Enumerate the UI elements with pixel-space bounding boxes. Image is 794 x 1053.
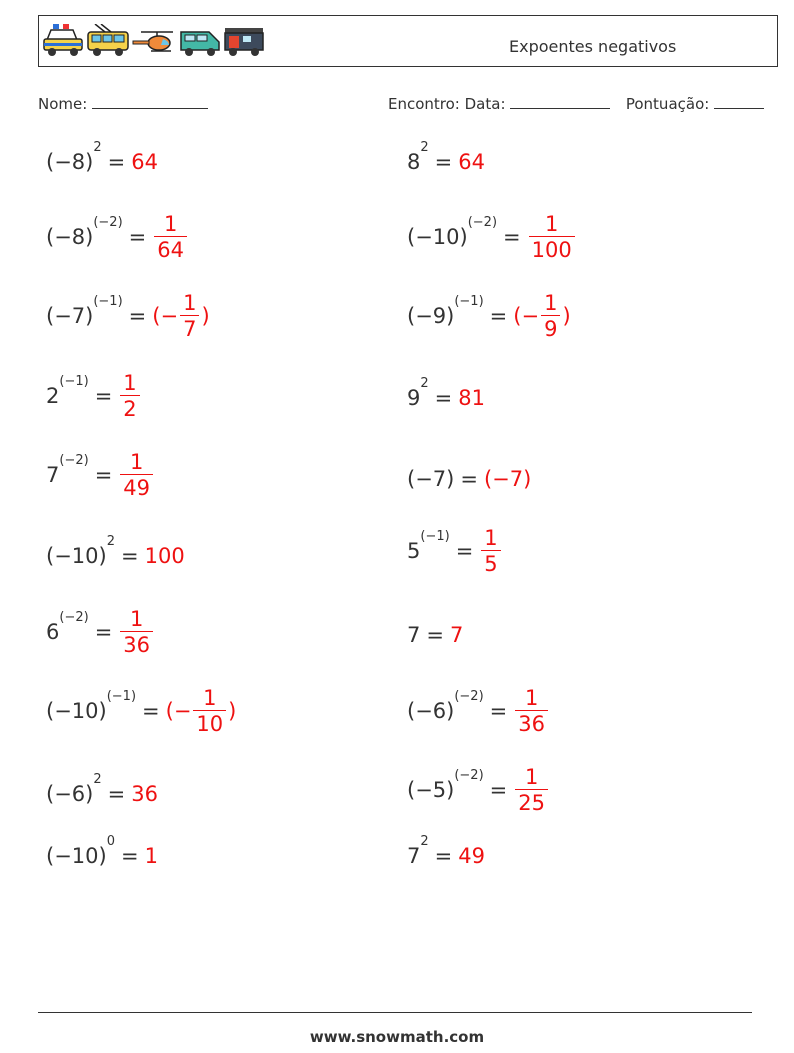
answer-prefix: (− xyxy=(152,304,179,328)
answer-value: 100 xyxy=(144,544,185,568)
date-blank[interactable] xyxy=(510,94,610,109)
answer xyxy=(118,372,141,420)
problem-item xyxy=(407,207,577,267)
answer-value: (−7) xyxy=(483,467,532,491)
problem-expression xyxy=(46,294,123,328)
helicopter-icon xyxy=(133,32,173,51)
problem-base: (−6) xyxy=(407,699,455,723)
trolleybus-icon xyxy=(88,24,128,56)
problem-exponent: 2 xyxy=(93,772,102,787)
problem-exponent: 0 xyxy=(106,834,115,849)
problem-expression xyxy=(46,453,89,487)
fraction-numerator: 1 xyxy=(203,685,217,710)
problem-base: 8 xyxy=(407,150,421,174)
footer-url: www.snowmath.com xyxy=(309,1028,485,1046)
problem-exponent: (−2) xyxy=(467,215,498,230)
fraction-numerator: 1 xyxy=(524,685,539,710)
name-blank[interactable] xyxy=(92,94,208,109)
equals-sign: = xyxy=(120,544,139,568)
answer-fraction xyxy=(154,213,187,261)
equals-sign: = xyxy=(489,699,508,723)
problem-base: 5 xyxy=(407,539,421,563)
equals-sign: = xyxy=(142,699,160,723)
problem-base: (−6) xyxy=(46,782,94,806)
problem-item xyxy=(46,526,185,586)
equals-sign: = xyxy=(434,150,453,174)
problem-base: 2 xyxy=(46,384,60,408)
problem-expression xyxy=(46,140,102,174)
problem-base: 9 xyxy=(407,386,421,410)
footer-divider xyxy=(38,1012,752,1013)
meeting-label: Encontro: Data: xyxy=(388,95,506,113)
fraction-denominator: 7 xyxy=(180,315,199,340)
problem-item xyxy=(46,132,158,192)
problem-exponent: (−2) xyxy=(59,453,89,468)
problem-item xyxy=(407,681,550,741)
answer xyxy=(131,782,158,806)
equals-sign: = xyxy=(107,150,126,174)
answer xyxy=(152,213,189,261)
problem-exponent: 2 xyxy=(93,140,102,155)
fraction-denominator: 64 xyxy=(154,236,187,261)
answer-prefix: (− xyxy=(165,699,192,723)
answer-suffix: ) xyxy=(201,304,210,328)
answer xyxy=(484,467,531,491)
problem-expression xyxy=(46,215,123,249)
answer-value: 7 xyxy=(449,623,464,647)
answer xyxy=(118,608,155,656)
problem-expression xyxy=(407,294,484,328)
answer-value: 81 xyxy=(458,386,485,410)
fraction-numerator: 1 xyxy=(123,370,137,395)
answer-value: 1 xyxy=(144,844,158,868)
problem-expression xyxy=(407,140,429,174)
problem-exponent: (−1) xyxy=(93,294,123,309)
problem-item xyxy=(46,602,155,662)
answer xyxy=(513,292,570,340)
answer xyxy=(458,844,485,868)
score-blank[interactable] xyxy=(714,94,764,109)
answer-suffix: ) xyxy=(562,304,571,328)
fraction-numerator: 1 xyxy=(524,764,539,789)
fraction-denominator: 36 xyxy=(120,631,153,656)
problem-expression xyxy=(407,689,484,723)
answer-value: 64 xyxy=(131,150,158,174)
problem-expression xyxy=(407,215,498,249)
problem-item xyxy=(407,368,485,428)
problem-base: (−7) xyxy=(46,304,94,328)
fraction-numerator: 1 xyxy=(129,449,144,474)
answer-suffix: ) xyxy=(228,699,237,723)
equals-sign: = xyxy=(434,386,453,410)
problem-base: (−10) xyxy=(407,225,468,249)
answer xyxy=(131,150,158,174)
equals-sign: = xyxy=(489,778,508,802)
answer xyxy=(166,687,237,735)
answer xyxy=(513,766,550,814)
problem-exponent: 2 xyxy=(420,834,429,849)
answer xyxy=(152,292,209,340)
answer-fraction xyxy=(193,687,226,735)
problem-base: 7 xyxy=(46,463,60,487)
equals-sign: = xyxy=(107,782,126,806)
problem-expression xyxy=(46,610,89,644)
problem-exponent: (−2) xyxy=(454,768,484,783)
problem-expression xyxy=(407,376,429,410)
problem-base: 6 xyxy=(46,620,60,644)
fraction-denominator: 10 xyxy=(193,710,226,735)
equals-sign: = xyxy=(128,304,147,328)
fraction-denominator: 9 xyxy=(541,315,560,340)
problem-expression xyxy=(46,689,137,723)
name-label: Nome: xyxy=(38,95,88,113)
answer xyxy=(513,687,550,735)
problem-exponent: (−2) xyxy=(59,610,89,625)
answer xyxy=(458,150,485,174)
problem-base: (−10) xyxy=(46,844,107,868)
score-label: Pontuação: xyxy=(625,95,710,113)
problem-item xyxy=(407,286,571,346)
worksheet-title: Expoentes negativos xyxy=(509,37,677,56)
fraction-denominator: 2 xyxy=(120,395,139,420)
answer xyxy=(145,544,185,568)
camper-icon xyxy=(225,28,263,56)
equals-sign: = xyxy=(94,384,113,408)
problem-base: (−8) xyxy=(46,225,94,249)
problem-expression xyxy=(407,623,420,647)
equals-sign: = xyxy=(489,304,508,328)
answer xyxy=(479,527,502,575)
answer-value: 49 xyxy=(458,844,485,868)
answer xyxy=(527,213,577,261)
problem-item xyxy=(46,764,158,824)
answer xyxy=(458,386,485,410)
problem-base: (−7) xyxy=(407,467,455,491)
problem-exponent: 2 xyxy=(420,376,429,391)
problem-expression xyxy=(407,834,429,868)
answer-value: 36 xyxy=(131,782,158,806)
answer-fraction xyxy=(180,292,199,340)
problem-expression xyxy=(46,772,102,806)
problem-item xyxy=(46,826,158,886)
equals-sign: = xyxy=(426,623,444,647)
fraction-denominator: 5 xyxy=(481,550,500,575)
problem-exponent: (−1) xyxy=(59,374,89,389)
problem-base: 7 xyxy=(407,844,421,868)
problem-expression xyxy=(407,768,484,802)
answer-value: 64 xyxy=(458,150,485,174)
problem-item xyxy=(46,681,236,741)
equals-sign: = xyxy=(128,225,147,249)
answer-fraction xyxy=(541,292,560,340)
answer xyxy=(145,844,158,868)
equals-sign: = xyxy=(434,844,453,868)
problem-exponent: 2 xyxy=(106,534,115,549)
fraction-numerator: 1 xyxy=(484,525,498,550)
equals-sign: = xyxy=(94,463,113,487)
problem-exponent: 2 xyxy=(420,140,429,155)
problem-item xyxy=(407,449,531,509)
problem-exponent: (−2) xyxy=(93,215,123,230)
problem-base: (−9) xyxy=(407,304,455,328)
answer-fraction xyxy=(120,372,139,420)
answer xyxy=(118,451,155,499)
problem-base: (−10) xyxy=(46,544,107,568)
problem-item xyxy=(46,207,189,267)
problem-exponent: (−1) xyxy=(106,689,137,704)
problem-base: (−10) xyxy=(46,699,107,723)
problem-base: (−5) xyxy=(407,778,455,802)
problem-expression xyxy=(46,374,89,408)
van-icon xyxy=(181,32,219,56)
problem-expression xyxy=(407,529,450,563)
fraction-denominator: 36 xyxy=(515,710,548,735)
problem-expression xyxy=(407,467,454,491)
answer xyxy=(450,623,463,647)
equals-sign: = xyxy=(455,539,474,563)
fraction-denominator: 25 xyxy=(515,789,548,814)
fraction-numerator: 1 xyxy=(129,606,144,631)
problem-expression xyxy=(46,834,115,868)
answer-fraction xyxy=(120,608,153,656)
meeting-field xyxy=(388,94,764,113)
problem-item xyxy=(46,366,142,426)
vehicle-icons xyxy=(43,24,268,58)
equals-sign: = xyxy=(120,844,139,868)
problem-exponent: (−1) xyxy=(454,294,484,309)
problem-item xyxy=(46,445,155,505)
answer-fraction xyxy=(120,451,153,499)
problem-expression xyxy=(46,534,115,568)
fraction-numerator: 1 xyxy=(544,211,559,236)
problem-exponent: (−1) xyxy=(420,529,450,544)
fraction-denominator: 49 xyxy=(120,474,153,499)
problem-item xyxy=(46,286,210,346)
problem-base: 7 xyxy=(407,623,421,647)
answer-fraction xyxy=(481,527,500,575)
answer-fraction xyxy=(515,687,548,735)
answer-prefix: (− xyxy=(513,304,540,328)
equals-sign: = xyxy=(460,467,478,491)
fraction-denominator: 100 xyxy=(529,236,575,261)
problem-item xyxy=(407,132,485,192)
equals-sign: = xyxy=(503,225,521,249)
problem-base: (−8) xyxy=(46,150,94,174)
fraction-numerator: 1 xyxy=(163,211,178,236)
fraction-numerator: 1 xyxy=(183,290,197,315)
problem-exponent: (−2) xyxy=(454,689,484,704)
equals-sign: = xyxy=(94,620,113,644)
problem-item xyxy=(407,605,463,665)
problem-item xyxy=(407,521,503,581)
problem-item xyxy=(407,826,485,886)
header-box xyxy=(38,15,778,67)
problem-item xyxy=(407,760,550,820)
answer-fraction xyxy=(515,766,548,814)
police-car-icon xyxy=(44,24,82,56)
fraction-numerator: 1 xyxy=(544,290,558,315)
answer-fraction xyxy=(529,213,575,261)
name-field xyxy=(38,94,208,113)
